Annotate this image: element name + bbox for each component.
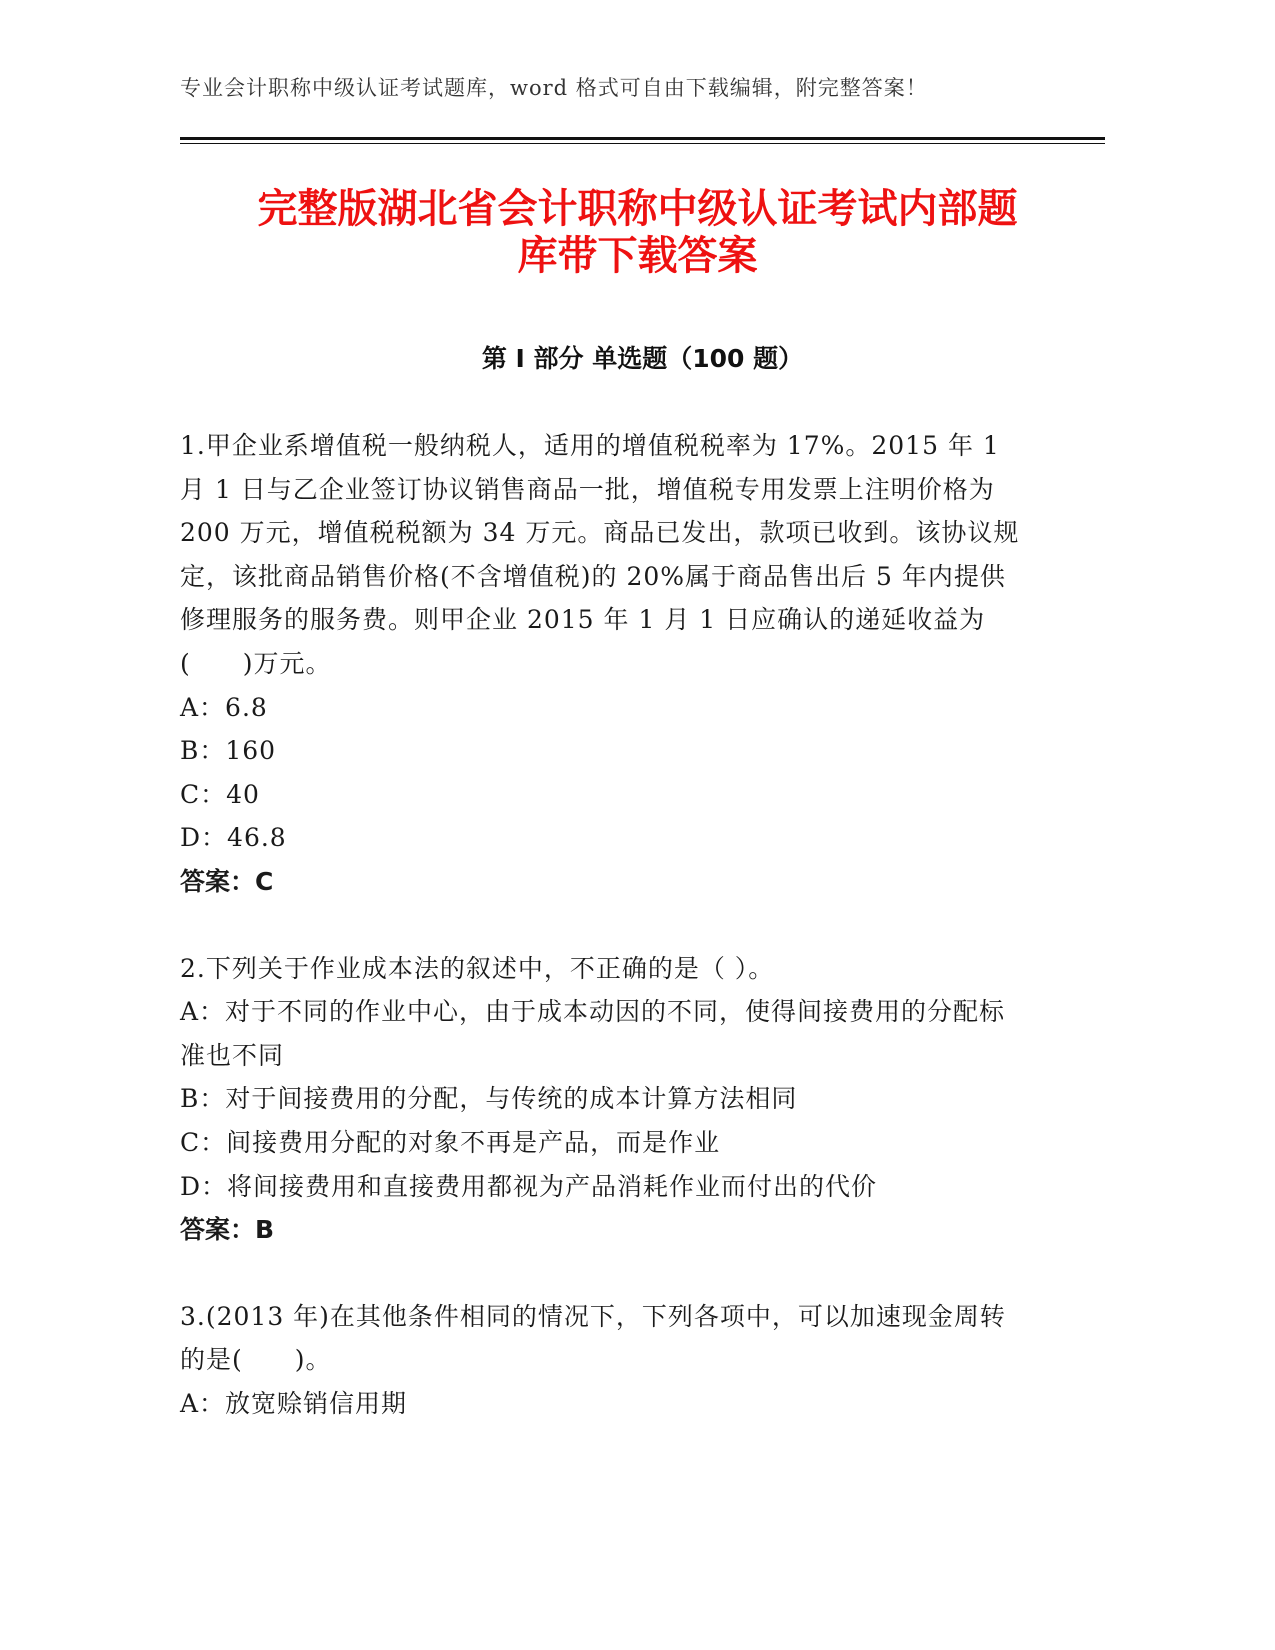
header-note: 专业会计职称中级认证考试题库，word 格式可自由下载编辑，附完整答案！ (180, 76, 928, 100)
option-d: D：46.8 (180, 823, 287, 853)
option-c: C：间接费用分配的对象不再是产品，而是作业 (180, 1127, 721, 1157)
question-stem: 3.(2013 年)在其他条件相同的情况下，下列各项中，可以加速现金周转的是( )。 (180, 1301, 1006, 1375)
document-title (160, 186, 1115, 280)
answer: 答案：B (180, 1215, 275, 1245)
option-d: D：将间接费用和直接费用都视为产品消耗作业而付出的代价 (180, 1171, 878, 1201)
question-2 (180, 947, 1030, 1252)
question-list (180, 424, 1030, 1468)
question-stem: 1.甲企业系增值税一般纳税人，适用的增值税税率为 17%。2015 年 1 月 1 日与乙企业签订协议销售商品一批，增值税专用发票上注明价格为 200 万元，增值税税额为 34 万元。商品已发出，款项已收到。该协议规定，该批商品销售价格(不含增值税)的 20%属于商品售出后 5 年内提供修理服务的服务费。则甲企业 2015 年 1 月 1 日应确认的递延收益为( )万元。 (180, 431, 1020, 678)
answer: 答案：C (180, 866, 274, 896)
question-stem: 2.下列关于作业成本法的叙述中，不正确的是（ ）。 (180, 953, 775, 983)
option-a: A：6.8 (180, 692, 268, 722)
question-1 (180, 424, 1030, 904)
header-rule (180, 137, 1105, 140)
option-c: C：40 (180, 779, 260, 809)
option-b: B：对于间接费用的分配，与传统的成本计算方法相同 (180, 1084, 798, 1114)
document-title-line-2: 库带下载答案 (517, 233, 758, 279)
question-3 (180, 1295, 1030, 1426)
option-a: A：对于不同的作业中心，由于成本动因的不同，使得间接费用的分配标准也不同 (180, 997, 1006, 1070)
section-heading: 第 I 部分 单选题（100 题） (481, 344, 804, 373)
option-a: A：放宽赊销信用期 (180, 1388, 408, 1418)
option-b: B：160 (180, 736, 277, 766)
header-rule-thin (180, 143, 1105, 144)
document-title-line-1: 完整版湖北省会计职称中级认证考试内部题 (257, 186, 1018, 232)
